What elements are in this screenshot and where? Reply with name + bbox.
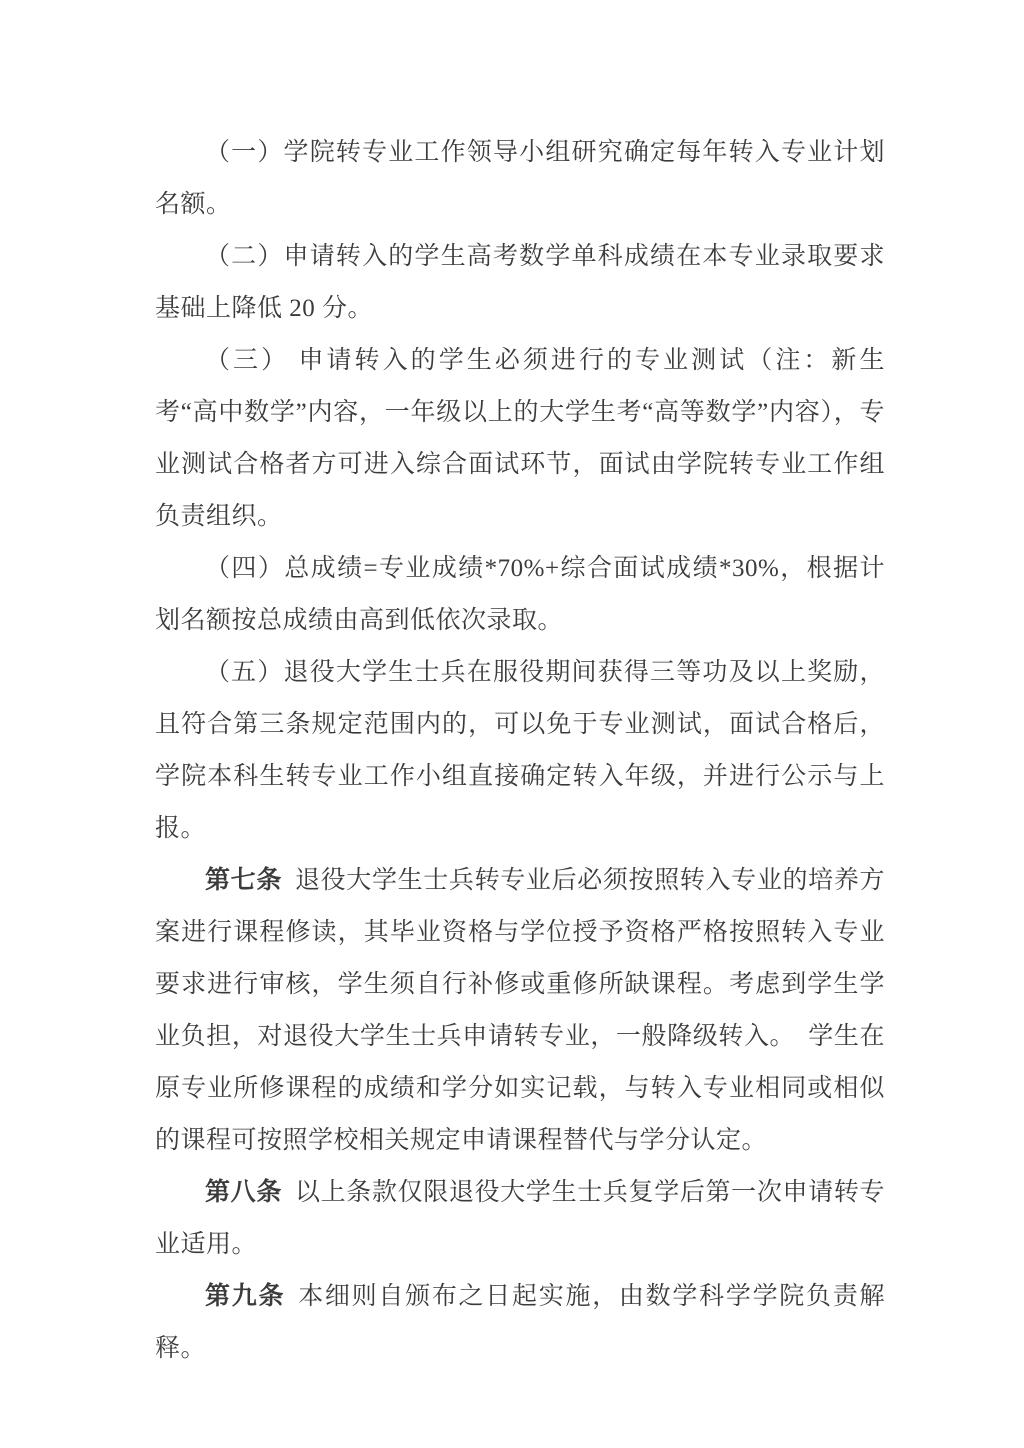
paragraph-text: （三） 申请转入的学生必须进行的专业测试（注：新生考“高中数学”内容，一年级以上的大学生考“高等数学”内容），专业测试合格者方可进入综合面试环节，面试由学院转专业工作组负责组织。 <box>155 347 885 530</box>
document-body <box>155 127 885 1375</box>
paragraph-text: 本细则自颁布之日起实施，由数学科学学院负责解释。 <box>155 1283 885 1362</box>
paragraph-item-1 <box>155 127 885 231</box>
paragraph-text: （四）总成绩=专业成绩*70%+综合面试成绩*30%，根据计划名额按总成绩由高到低依次录取。 <box>155 555 885 634</box>
paragraph-item-4 <box>155 543 885 647</box>
paragraph-item-5 <box>155 647 885 855</box>
paragraph-text: 以上条款仅限退役大学生士兵复学后第一次申请转专业适用。 <box>155 1179 885 1258</box>
article-number-8: 第八条 <box>205 1179 282 1206</box>
article-number-7: 第七条 <box>205 867 282 894</box>
paragraph-item-8 <box>155 1271 885 1375</box>
paragraph-text: （二）申请转入的学生高考数学单科成绩在本专业录取要求基础上降低 20 分。 <box>155 243 885 322</box>
paragraph-item-2 <box>155 231 885 335</box>
paragraph-item-6 <box>155 855 885 1167</box>
paragraph-item-3 <box>155 335 885 543</box>
article-number-9: 第九条 <box>205 1283 286 1310</box>
paragraph-text: 退役大学生士兵转专业后必须按照转入专业的培养方案进行课程修读，其毕业资格与学位授予资格严格按照转入专业要求进行审核，学生须自行补修或重修所缺课程。考虑到学生学业负担，对退役大学生士兵申请转专业，一般降级转入。 学生在原专业所修课程的成绩和学分如实记载，与转入专业相同或相似的课程可按照学校相关规定申请课程替代与学分认定。 <box>155 867 885 1154</box>
paragraph-item-7 <box>155 1167 885 1271</box>
paragraph-text: （一）学院转专业工作领导小组研究确定每年转入专业计划名额。 <box>155 139 885 218</box>
paragraph-text: （五）退役大学生士兵在服役期间获得三等功及以上奖励，且符合第三条规定范围内的，可以免于专业测试，面试合格后，学院本科生转专业工作小组直接确定转入年级，并进行公示与上报。 <box>155 659 885 842</box>
